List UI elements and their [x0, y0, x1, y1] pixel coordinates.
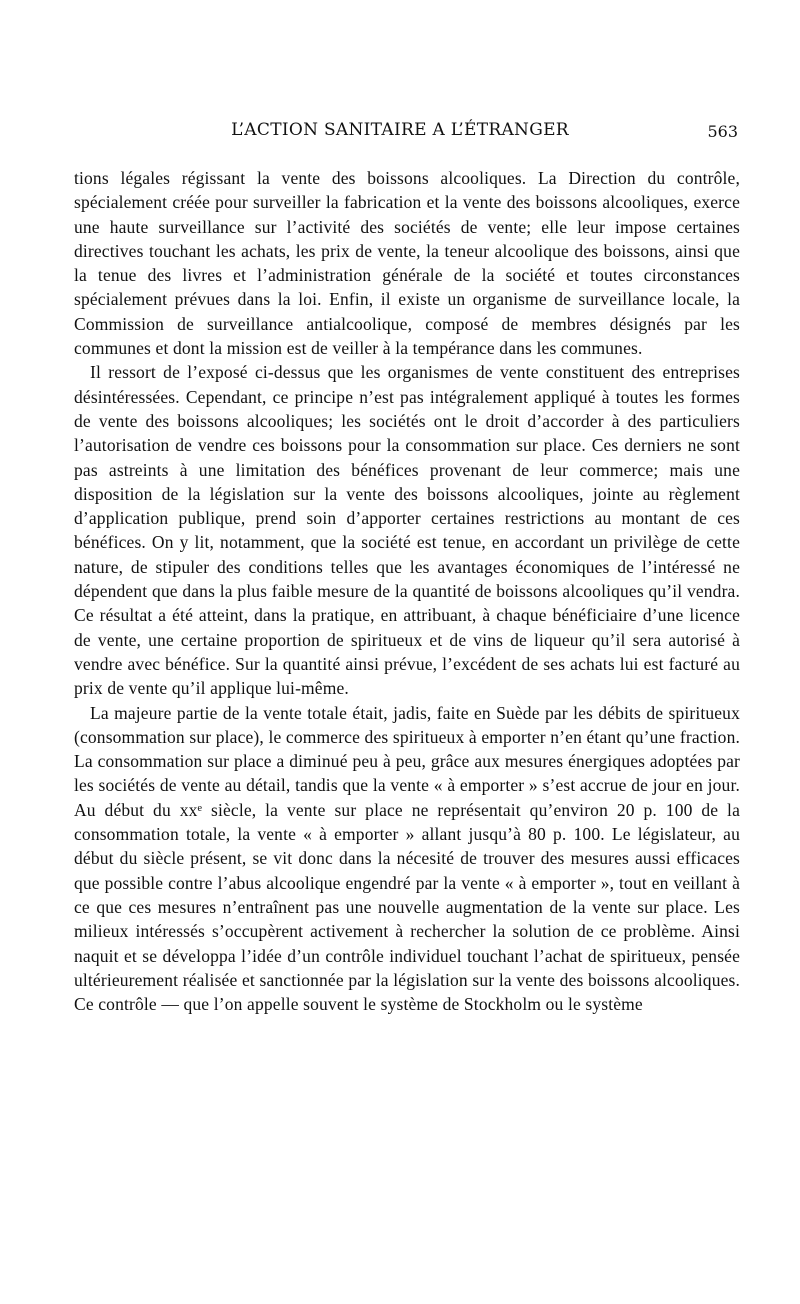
- paragraph: La majeure partie de la vente totale était, jadis, faite en Suède par les débits de spiritueux (consommation sur place), le commerce des spiritueux à emporter n’en étant qu’une fraction. La consommation sur place a diminué peu à peu, grâce aux mesures énergiques adoptées par les sociétés de vente au détail, tandis que la vente « à emporter » s’est accrue de jour en jour. Au début du xxᵉ siècle, la vente sur place ne représentait qu’environ 20 p. 100 de la consommation totale, la vente « à emporter » allant jusqu’à 80 p. 100. Le législateur, au début du siècle présent, se vit donc dans la nécesité de trouver des mesures aussi efficaces que possible contre l’abus alcoolique engendré par la vente « à emporter », tout en veillant à ce que ces mesures n’entraînent pas une nouvelle augmentation de la vente sur place. Les milieux intéressés s’occupèrent activement à rechercher la solution de ce problème. Ainsi naquit et se développa l’idée d’un contrôle individuel touchant l’achat de spiritueux, pensée ultérieurement réalisée et sanctionnée par la législation sur la vente des boissons alcooliques. Ce contrôle — que l’on appelle souvent le système de Stockholm ou le système: [74, 702, 740, 1015]
- body-text: [74, 166, 740, 1016]
- running-title: L’ACTION SANITAIRE A L’ÉTRANGER: [231, 120, 569, 140]
- paragraph: Il ressort de l’exposé ci-dessus que les organismes de vente constituent des entreprises désintéressées. Cependant, ce principe n’est pas intégralement appliqué à toutes les formes de vente des boissons alcooliques; les sociétés ont le droit d’accorder à des particuliers l’autorisation de vendre ces boissons pour la consommation sur place. Ces derniers ne sont pas astreints à une limitation des bénéfices provenant de leur commerce; mais une disposition de la législation sur la vente des boissons alcooliques, jointe au règlement d’application publique, prend soin d’apporter certaines restrictions au montant de ces bénéfices. On y lit, notamment, que la société est tenue, en accordant un privilège de cette nature, de stipuler des conditions telles que les avantages économiques de l’intéressé ne dépendent que dans la plus faible mesure de la quantité de boissons alcooliques qu’il vendra. Ce résultat a été atteint, dans la pratique, en attribuant, à chaque bénéficiaire d’une licence de vente, une certaine proportion de spiritueux et de vins de liqueur qu’il sera autorisé à vendre avec bénéfice. Sur la quantité ainsi prévue, l’excédent de ses achats lui est facturé au prix de vente qu’il applique lui-même.: [74, 362, 740, 699]
- running-header: [0, 120, 800, 144]
- page-number: 563: [707, 122, 738, 141]
- paragraph-continued: tions légales régissant la vente des boissons alcooliques. La Direction du contrôle, spécialement créée pour surveiller la fabrication et la vente des boissons alcooliques, exerce une haute surveillance sur l’activité des sociétés de vente; elle leur impose certaines directives touchant les achats, les prix de vente, la teneur alcoolique des boissons, ainsi que la tenue des livres et l’administration générale de la société et toutes circonstances spécialement prévues dans la loi. Enfin, il existe un organisme de surveillance locale, la Commission de surveillance antialcoolique, composé de membres désignés par les communes et dont la mission est de veiller à la tempérance dans les communes.: [74, 168, 740, 359]
